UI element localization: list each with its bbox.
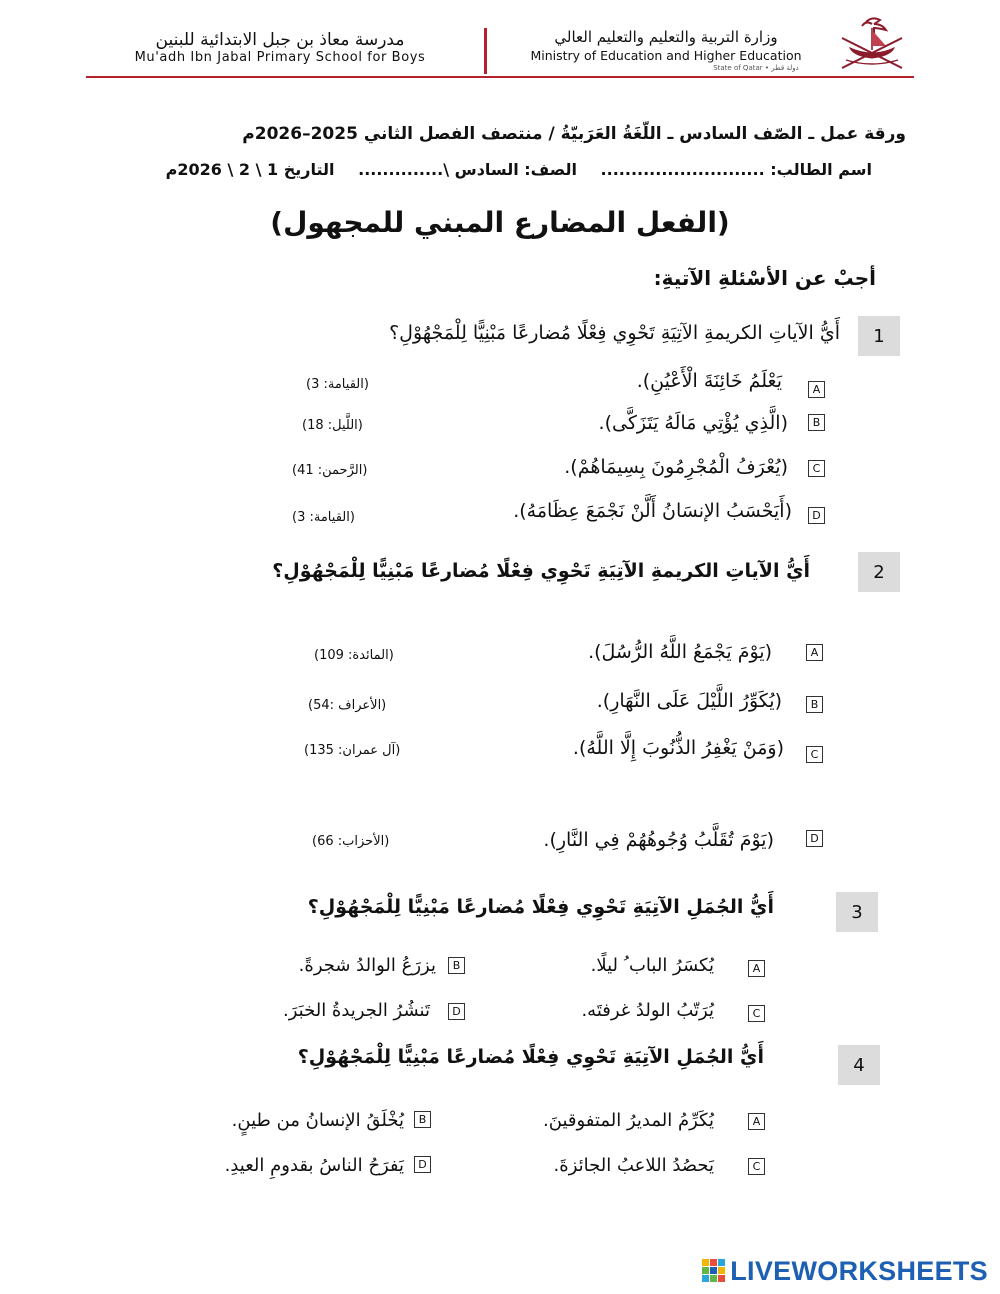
question-3-text: أَيُّ الجُمَلِ الآتِيَةِ تَحْوِي فِعْلًا مُضارعًا مَبْنِيًّا لِلْمَجْهُوْلِ؟ [307, 896, 774, 918]
student-info-line [148, 160, 872, 179]
student-grade-field: الصف: السادس \.............. [358, 160, 577, 179]
question-2-option-d-ref: (الأحزاب: 66) [312, 834, 390, 849]
question-2-option-b-box[interactable]: B [806, 696, 823, 713]
school-name-english: Mu'adh Ibn Jabal Primary School for Boys [134, 50, 426, 65]
question-2-text: أَيُّ الآياتِ الكريمةِ الآتِيَةِ تَحْوِي فِعْلًا مُضارعًا مَبْنِيًّا لِلْمَجْهُوْلِ؟ [272, 560, 810, 582]
question-1-option-a-ref: (القيامة: 3) [306, 377, 369, 392]
question-4-text: أَيُّ الجُمَلِ الآتِيَةِ تَحْوِي فِعْلًا مُضارعًا مَبْنِيًّا لِلْمَجْهُوْلِ؟ [297, 1046, 764, 1068]
header-divider-line [86, 76, 914, 78]
question-1-text: أَيُّ الآياتِ الكريمةِ الآتِيَةِ تَحْوِي فِعْلًا مُضارعًا مَبْنِيًّا لِلْمَجْهُوْلِ؟ [389, 322, 840, 344]
question-1-option-c-box[interactable]: C [808, 460, 825, 477]
worksheet-title: ورقة عمل ـ الصّف السادس ـ اللّغَةُ العَرَبيّةُ / منتصف الفصل الثاني 2025–2026م [242, 124, 906, 144]
question-1-option-b-text: (الَّذِي يُؤْتِي مَالَهُ يَتَزَكَّى). [598, 412, 788, 434]
question-4-option-c-text: يَحصُدُ اللاعبُ الجائزةَ. [553, 1155, 714, 1176]
question-3-option-d-text: تَنشُرُ الجريدةُ الخبَرَ. [283, 1000, 430, 1021]
question-4-option-c-box[interactable]: C [748, 1158, 765, 1175]
student-name-field[interactable]: اسم الطالب: ........................... [600, 160, 872, 179]
question-1-option-a-box[interactable]: A [808, 381, 825, 398]
question-1-option-b-box[interactable]: B [808, 414, 825, 431]
state-of-qatar-label: State of Qatar • دولة قطر [713, 64, 799, 72]
liveworksheets-grid-icon [701, 1258, 727, 1284]
question-3-option-c-box[interactable]: C [748, 1005, 765, 1022]
question-1-option-d-box[interactable]: D [808, 507, 825, 524]
question-2-option-d-box[interactable]: D [806, 830, 823, 847]
question-4-option-a-text: يُكَرِّمُ المديرُ المتفوقينَ. [543, 1110, 714, 1131]
question-3-option-b-text: يزرَعُ الوالدُ شجرةً. [298, 955, 436, 976]
liveworksheets-logo[interactable] [701, 1254, 988, 1288]
question-1-option-c-text: (يُعْرَفُ الْمُجْرِمُونَ بِسِيمَاهُمْ). [564, 456, 788, 478]
ministry-name-arabic: وزارة التربية والتعليم والتعليم العالي [554, 28, 778, 46]
question-1-option-d-text: (أَيَحْسَبُ الإنسَانُ أَلَّنْ نَجْمَعَ عِظَامَهُ). [513, 500, 792, 522]
question-3-option-a-text: يُكسَرُ الباب ُ ليلًا. [590, 955, 714, 976]
question-3-option-b-box[interactable]: B [448, 957, 465, 974]
question-4-option-d-box[interactable]: D [414, 1156, 431, 1173]
header-vertical-divider [484, 28, 487, 74]
question-1-option-c-ref: (الرَّحمن: 41) [292, 463, 368, 478]
question-3-option-d-box[interactable]: D [448, 1003, 465, 1020]
question-3-option-a-box[interactable]: A [748, 960, 765, 977]
question-4-option-b-text: يُخْلَقُ الإنسانُ من طينٍ. [231, 1110, 404, 1131]
instruction-text: أجبْ عن الأسْئلةِ الآتيةِ: [653, 266, 876, 290]
question-2-option-a-box[interactable]: A [806, 644, 823, 661]
question-1-option-b-ref: (اللَّيل: 18) [302, 418, 363, 433]
question-number-1: 1 [858, 316, 900, 356]
question-1-option-d-ref: (القيامة: 3) [292, 510, 355, 525]
school-name-arabic: مدرسة معاذ بن جبل الابتدائية للبنين [155, 30, 405, 50]
question-2-option-b-ref: (الأعراف :54) [308, 698, 387, 713]
question-2-option-d-text: (يَوْمَ تُقَلَّبُ وُجُوهُهُمْ فِي النَّارِ). [543, 829, 774, 851]
lesson-title: (الفعل المضارع المبني للمجهول) [270, 206, 730, 239]
question-number-2: 2 [858, 552, 900, 592]
question-number-3: 3 [836, 892, 878, 932]
worksheet-date: التاريخ 1 \ 2 \ 2026م [165, 160, 335, 179]
question-4-option-a-box[interactable]: A [748, 1113, 765, 1130]
question-2-option-a-text: (يَوْمَ يَجْمَعُ اللَّهُ الرُّسُلَ). [588, 641, 772, 663]
question-4-option-d-text: يَفرَحُ الناسُ بقدومِ العيدِ. [224, 1155, 404, 1176]
question-2-option-a-ref: (المائدة: 109) [314, 648, 394, 663]
ministry-emblem-icon [836, 14, 908, 74]
liveworksheets-brand-text: LIVEWORKSHEETS [730, 1255, 988, 1286]
question-3-option-c-text: يُرَتّبُ الولدُ غرفتَه. [581, 1000, 714, 1021]
question-2-option-c-ref: (آل عمران: 135) [304, 743, 401, 758]
question-4-option-b-box[interactable]: B [414, 1111, 431, 1128]
question-2-option-c-text: (وَمَنْ يَغْفِرُ الذُّنُوبَ إِلَّا اللَّهُ). [572, 737, 784, 759]
question-number-4: 4 [838, 1045, 880, 1085]
question-2-option-c-box[interactable]: C [806, 746, 823, 763]
question-2-option-b-text: (يُكَوِّرُ اللَّيْلَ عَلَى النَّهَارِ). [596, 690, 782, 712]
ministry-name-english: Ministry of Education and Higher Education [530, 48, 802, 63]
question-1-option-a-text: يَعْلَمُ خَائِنَةَ الْأَعْيُنِ). [636, 370, 782, 392]
